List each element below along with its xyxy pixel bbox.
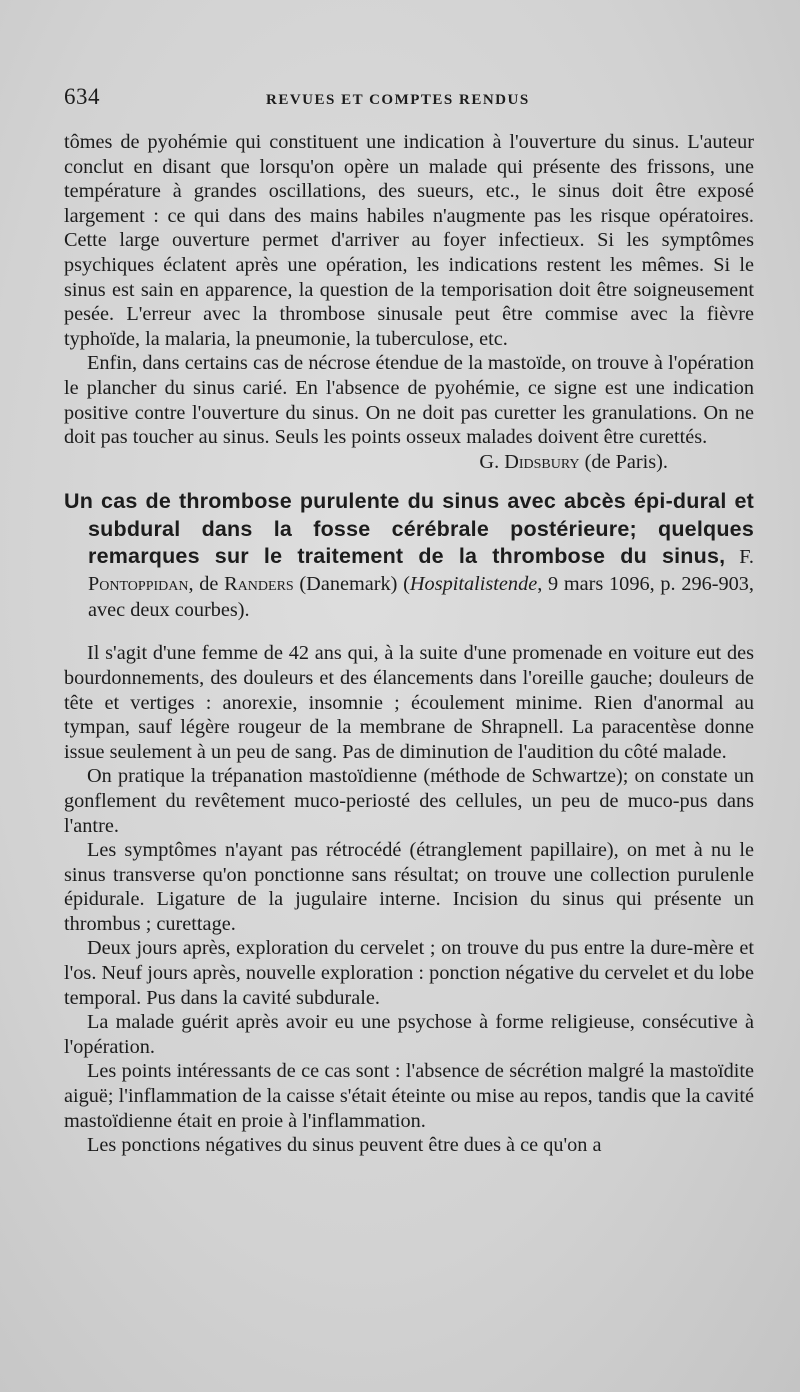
reviewer-name: Didsbury xyxy=(504,450,580,473)
paragraph-continued: tômes de pyohémie qui constituent une indication à l'ouverture du sinus. L'auteur conclut en disant que lorsqu'on opère un malade qui présente des frissons, une température à grandes oscillations, des sueurs, etc., le sinus doit être exposé largement : ce qui dans des mains habiles n'augmente pas les risque opératoires. Cette large ouverture permet d'arriver au foyer infectieux. Si les symptômes psychiques éclatent après une opération, les indications restent les mêmes. Si le sinus est sain en apparence, la question de la temporisation doit être soigneusement pesée. L'erreur avec la thrombose sinusale peut être commise avec la fièvre typhoïde, la malaria, la pneumonie, la tuberculose, etc. xyxy=(64,131,754,350)
reviewer-place: (de Paris). xyxy=(584,450,668,473)
article-location-prefix: , de xyxy=(188,572,225,595)
article-heading xyxy=(64,488,754,623)
source-details: , 9 mars 1096, p. 296-903, avec deux courbes). xyxy=(88,572,754,621)
article-author: F. Pontoppidan xyxy=(88,546,754,595)
reviewer-signature xyxy=(64,450,668,475)
article-body xyxy=(64,641,754,1157)
article-country: (Danemark) xyxy=(293,572,398,595)
paragraph: Les ponctions négatives du sinus peuvent être dues à ce qu'on a xyxy=(87,1134,602,1157)
paragraph: Les symptômes n'ayant pas rétrocédé (étranglement papillaire), on met à nu le sinus transverse qu'on ponctionne sans résultat; on trouve une collection purulenle épidurale. Ligature de la jugulaire interne. Incision du sinus qui présente un thrombus ; curettage. xyxy=(64,839,754,935)
article-location: Randers xyxy=(224,572,294,595)
previous-review xyxy=(64,130,754,474)
page-header xyxy=(64,84,754,114)
journal-name: Hospitalistende xyxy=(409,572,538,595)
paragraph: Les points intéressants de ce cas sont : l'absence de sécrétion malgré la mastoïdite aiguë; l'inflammation de la caisse s'était éteinte ou mise au repos, tandis que la cavité mastoïdienne était en proie à l'inflammation. xyxy=(64,1060,754,1132)
paragraph: On pratique la trépanation mastoïdienne (méthode de Schwartze); on constate un gonflement du revêtement muco-periosté des cellules, un peu de muco-pus dans l'antre. xyxy=(64,765,754,837)
article-title: Un cas de thrombose purulente du sinus avec abcès épi-dural et subdural dans la fosse cérébrale postérieure; quelques remarques sur le traitement de la thrombose du sinus, xyxy=(64,489,754,569)
running-head: REVUES ET COMPTES RENDUS xyxy=(266,92,530,108)
paragraph: Enfin, dans certains cas de nécrose étendue de la mastoïde, on trouve à l'opération le plancher du sinus carié. En l'absence de pyohémie, ce signe est une indication positive contre l'ouverture du sinus. On ne doit pas curetter les granulations. On ne doit pas toucher au sinus. Seuls les points osseux malades doivent être curettés. xyxy=(64,352,754,449)
paragraph: La malade guérit après avoir eu une psychose à forme religieuse, consécutive à l'opération. xyxy=(64,1011,754,1058)
paragraph: Deux jours après, exploration du cervelet ; on trouve du pus entre la dure-mère et l'os. Neuf jours après, nouvelle exploration : ponction négative du cervelet et du lobe temporal. Pus dans la cavité subdurale. xyxy=(64,937,754,1009)
paragraph: Il s'agit d'une femme de 42 ans qui, à la suite d'une promenade en voiture eut des bourdonnements, des douleurs et des élancements dans l'oreille gauche; douleurs de tête et vertiges : anorexie, insomnie ; écoulement minime. Rien d'anormal au tympan, sauf légère rougeur de la membrane de Shrapnell. La paracentèse donne issue seulement à un peu de sang. Pas de diminution de l'audition du côté malade. xyxy=(64,642,754,763)
article-author-sep xyxy=(725,546,739,568)
page-number: 634 xyxy=(64,84,100,109)
reviewer-initial: G. xyxy=(479,450,500,473)
source-open: ( xyxy=(403,572,410,595)
